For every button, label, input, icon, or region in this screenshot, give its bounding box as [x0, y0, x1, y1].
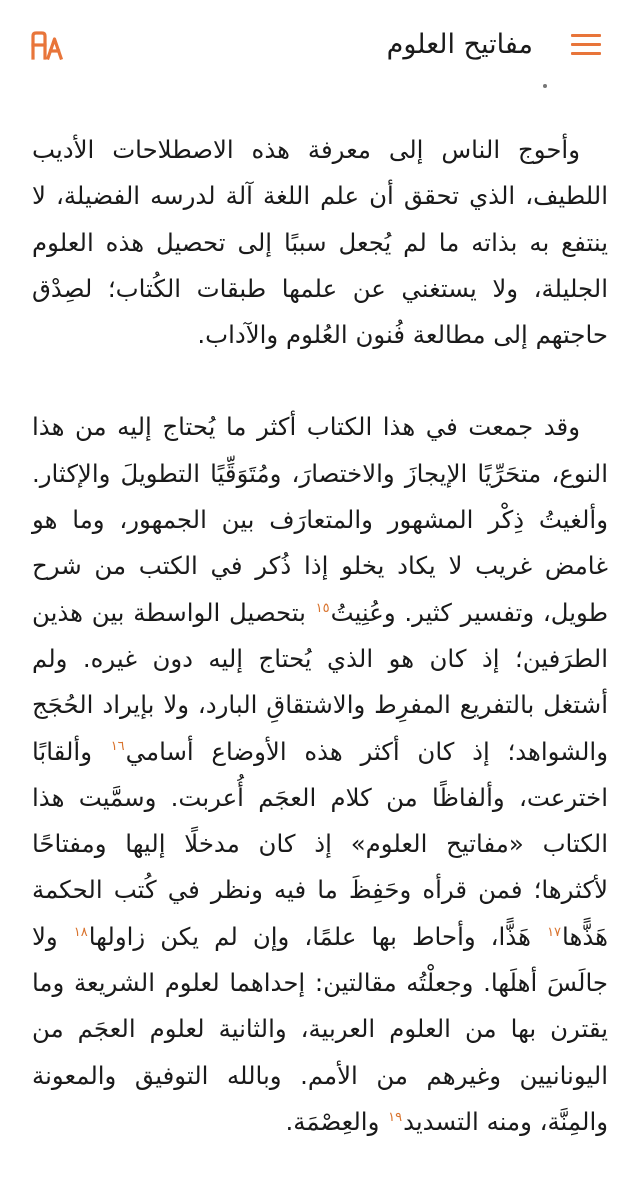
paragraph-2-text-6: والعِصْمَة. — [285, 1106, 388, 1136]
footnote-16-link[interactable]: ١٦ — [110, 739, 125, 755]
paragraph-2-text-2: بتحصيل الواسطة بين هذين الطرَفين؛ إذ كان هو الذي يُحتاج إليه دون غيره. ولم أشتغل بالتفريع المفرِط والاشتقاقِ البارد، ولا بإيراد الحُجَج والشواهد؛ إذ كان أكثر هذه الأوضاع أسامي — [32, 597, 608, 766]
footnote-18-link[interactable]: ١٨ — [73, 924, 88, 940]
paragraph-2-text-3: وألقابًا اخترعت، وألفاظًا من كلام العجَم أُعربت. وسمَّيت هذا الكتاب «مفاتيح العلوم» إذ كان مدخلًا إليها ومفتاحًا لأكثرها؛ فمن قرأه وحَفِظَ ما فيه ونظر في كُتب الحكمة هَذًّها — [32, 736, 608, 951]
reader-toolbar — [0, 0, 637, 90]
footnote-19-link[interactable]: ١٩ — [388, 1109, 403, 1125]
paragraph-2-text-4: هَذًّا، وأحاط بها علمًا، وإن لم يكن زاولها — [88, 921, 547, 951]
footnote-15-link[interactable]: ١٥ — [315, 600, 330, 616]
paragraph-2-text-5: ولا جالَسَ أهلَها. وجعلْتُه مقالتين: إحداهما لعلوم الشريعة وما يقترن بها من العلوم العربية، والثانية لعلوم العجَم من اليونانيين وغيرهم من الأمم. وبالله التوفيق والمعونة والمِنَّة، ومنه التسديد — [32, 921, 608, 1136]
paragraph-2-text-1: وقد جمعت في هذا الكتاب أكثر ما يُحتاج إليه من هذا النوع، متحَرِّيًا الإيجازَ والاختصارَ، ومُتَوَقِّيًا التطويلَ والإكثار. وألغيتُ ذِكْر المشهور والمتعارَف بين الجمهور، وما هو غامض غريب لا يكاد يخلو إذا ذُكر في الكتب من شرح طويل، وتفسير كثير. وعُنِيتُ — [32, 412, 608, 627]
hamburger-menu-icon[interactable] — [571, 34, 601, 56]
paragraph-1: وأحوج الناس إلى معرفة هذه الاصطلاحات الأديب اللطيف، الذي تحقق أن علم اللغة آلة لدرسه الفضيلة، لا ينتفع به بذاته ما لم يُجعل سببًا إلى تحصيل هذه العلوم الجليلة، ولا يستغني عن علمها طبقات الكُتاب؛ لصِدْق حاجتهم إلى مطالعة فُنون العُلوم والآداب. — [32, 135, 608, 350]
page-marker — [543, 84, 547, 88]
footnote-17-link[interactable]: ١٧ — [547, 924, 562, 940]
font-size-icon[interactable] — [30, 30, 64, 60]
reader-content — [32, 127, 608, 1145]
paragraph-2 — [32, 404, 608, 1145]
book-title: مفاتيح العلوم — [386, 29, 533, 60]
